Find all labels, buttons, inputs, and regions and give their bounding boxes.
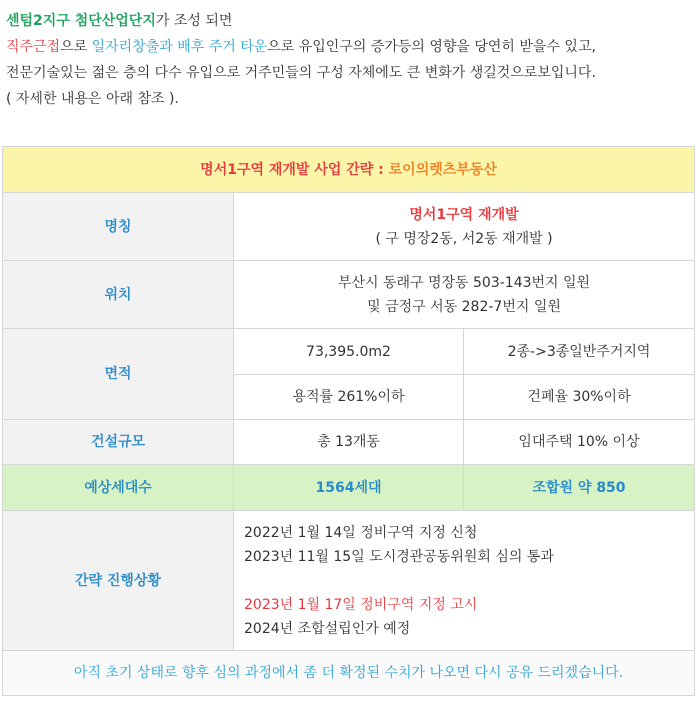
building-coverage-ratio: 건폐율 30%이하 xyxy=(464,375,695,420)
location-label: 위치 xyxy=(3,261,234,329)
floor-area-ratio: 용적률 261%이하 xyxy=(234,375,464,420)
intro-line-1: 센텀2지구 첨단산업단지가 조성 되면 xyxy=(6,13,233,29)
area-row-1 xyxy=(3,329,695,375)
name-cell xyxy=(234,193,695,261)
proximity-highlight: 직주근접 xyxy=(6,39,61,55)
households-value: 1564세대 xyxy=(234,465,464,511)
footer-row xyxy=(3,651,695,696)
location-line-1: 부산시 동래구 명장동 503-143번지 일원 xyxy=(337,274,591,291)
area-size: 73,395.0m2 xyxy=(234,329,464,375)
progress-label: 간략 진행상황 xyxy=(3,511,234,651)
centum-highlight: 센텀2지구 첨단산업단지 xyxy=(6,13,156,29)
progress-item: 2024년 조합설립인가 예정 xyxy=(244,620,411,637)
scale-buildings: 총 13개동 xyxy=(234,420,464,465)
location-line-2: 및 금정구 서동 282-7번지 일원 xyxy=(367,298,561,315)
location-cell xyxy=(234,261,695,329)
progress-spacer xyxy=(244,569,694,593)
scale-row xyxy=(3,420,695,465)
location-row xyxy=(3,261,695,329)
progress-item: 2022년 1월 14일 정비구역 지정 신청 xyxy=(244,524,478,541)
intro-line-4: ( 자세한 내용은 아래 참조 ). xyxy=(6,91,179,107)
scale-label: 건설규모 xyxy=(3,420,234,465)
title-source: 로이의렛츠부동산 xyxy=(388,161,497,178)
intro-text xyxy=(6,8,690,112)
table-title: 명서1구역 재개발 사업 간략 : 로이의렛츠부동산 xyxy=(3,147,695,193)
name-row xyxy=(3,193,695,261)
progress-item: 2023년 11월 15일 도시경관공동위원회 심의 통과 xyxy=(244,548,554,565)
members-value: 조합원 약 850 xyxy=(464,465,695,511)
project-info-table xyxy=(2,146,695,696)
name-label: 명칭 xyxy=(3,193,234,261)
table-title-row xyxy=(3,147,695,193)
scale-rental: 임대주택 10% 이상 xyxy=(464,420,695,465)
footer-note: 아직 초기 상태로 향후 심의 과정에서 좀 더 확정된 수치가 나오면 다시 공유 드리겠습니다. xyxy=(3,651,695,696)
name-value: 명서1구역 재개발 xyxy=(409,206,519,223)
households-row xyxy=(3,465,695,511)
intro-line-2: 직주근접으로 일자리창출과 배후 주거 타운으로 유입인구의 증가등의 영향을 당연히 받을수 있고, xyxy=(6,39,596,55)
progress-item: 2023년 1월 17일 정비구역 지정 고시 xyxy=(244,596,478,613)
name-sub: ( 구 명장2동, 서2동 재개발 ) xyxy=(375,230,553,247)
jobs-highlight: 일자리창출과 배후 주거 타운 xyxy=(91,39,268,55)
progress-row xyxy=(3,511,695,651)
area-label: 면적 xyxy=(3,329,234,420)
households-label: 예상세대수 xyxy=(3,465,234,511)
area-zone: 2종->3종일반주거지역 xyxy=(464,329,695,375)
intro-line-3: 전문기술있는 젊은 층의 다수 유입으로 거주민들의 구성 자체에도 큰 변화가 생길것으로보입니다. xyxy=(6,65,596,81)
progress-cell xyxy=(234,511,695,651)
